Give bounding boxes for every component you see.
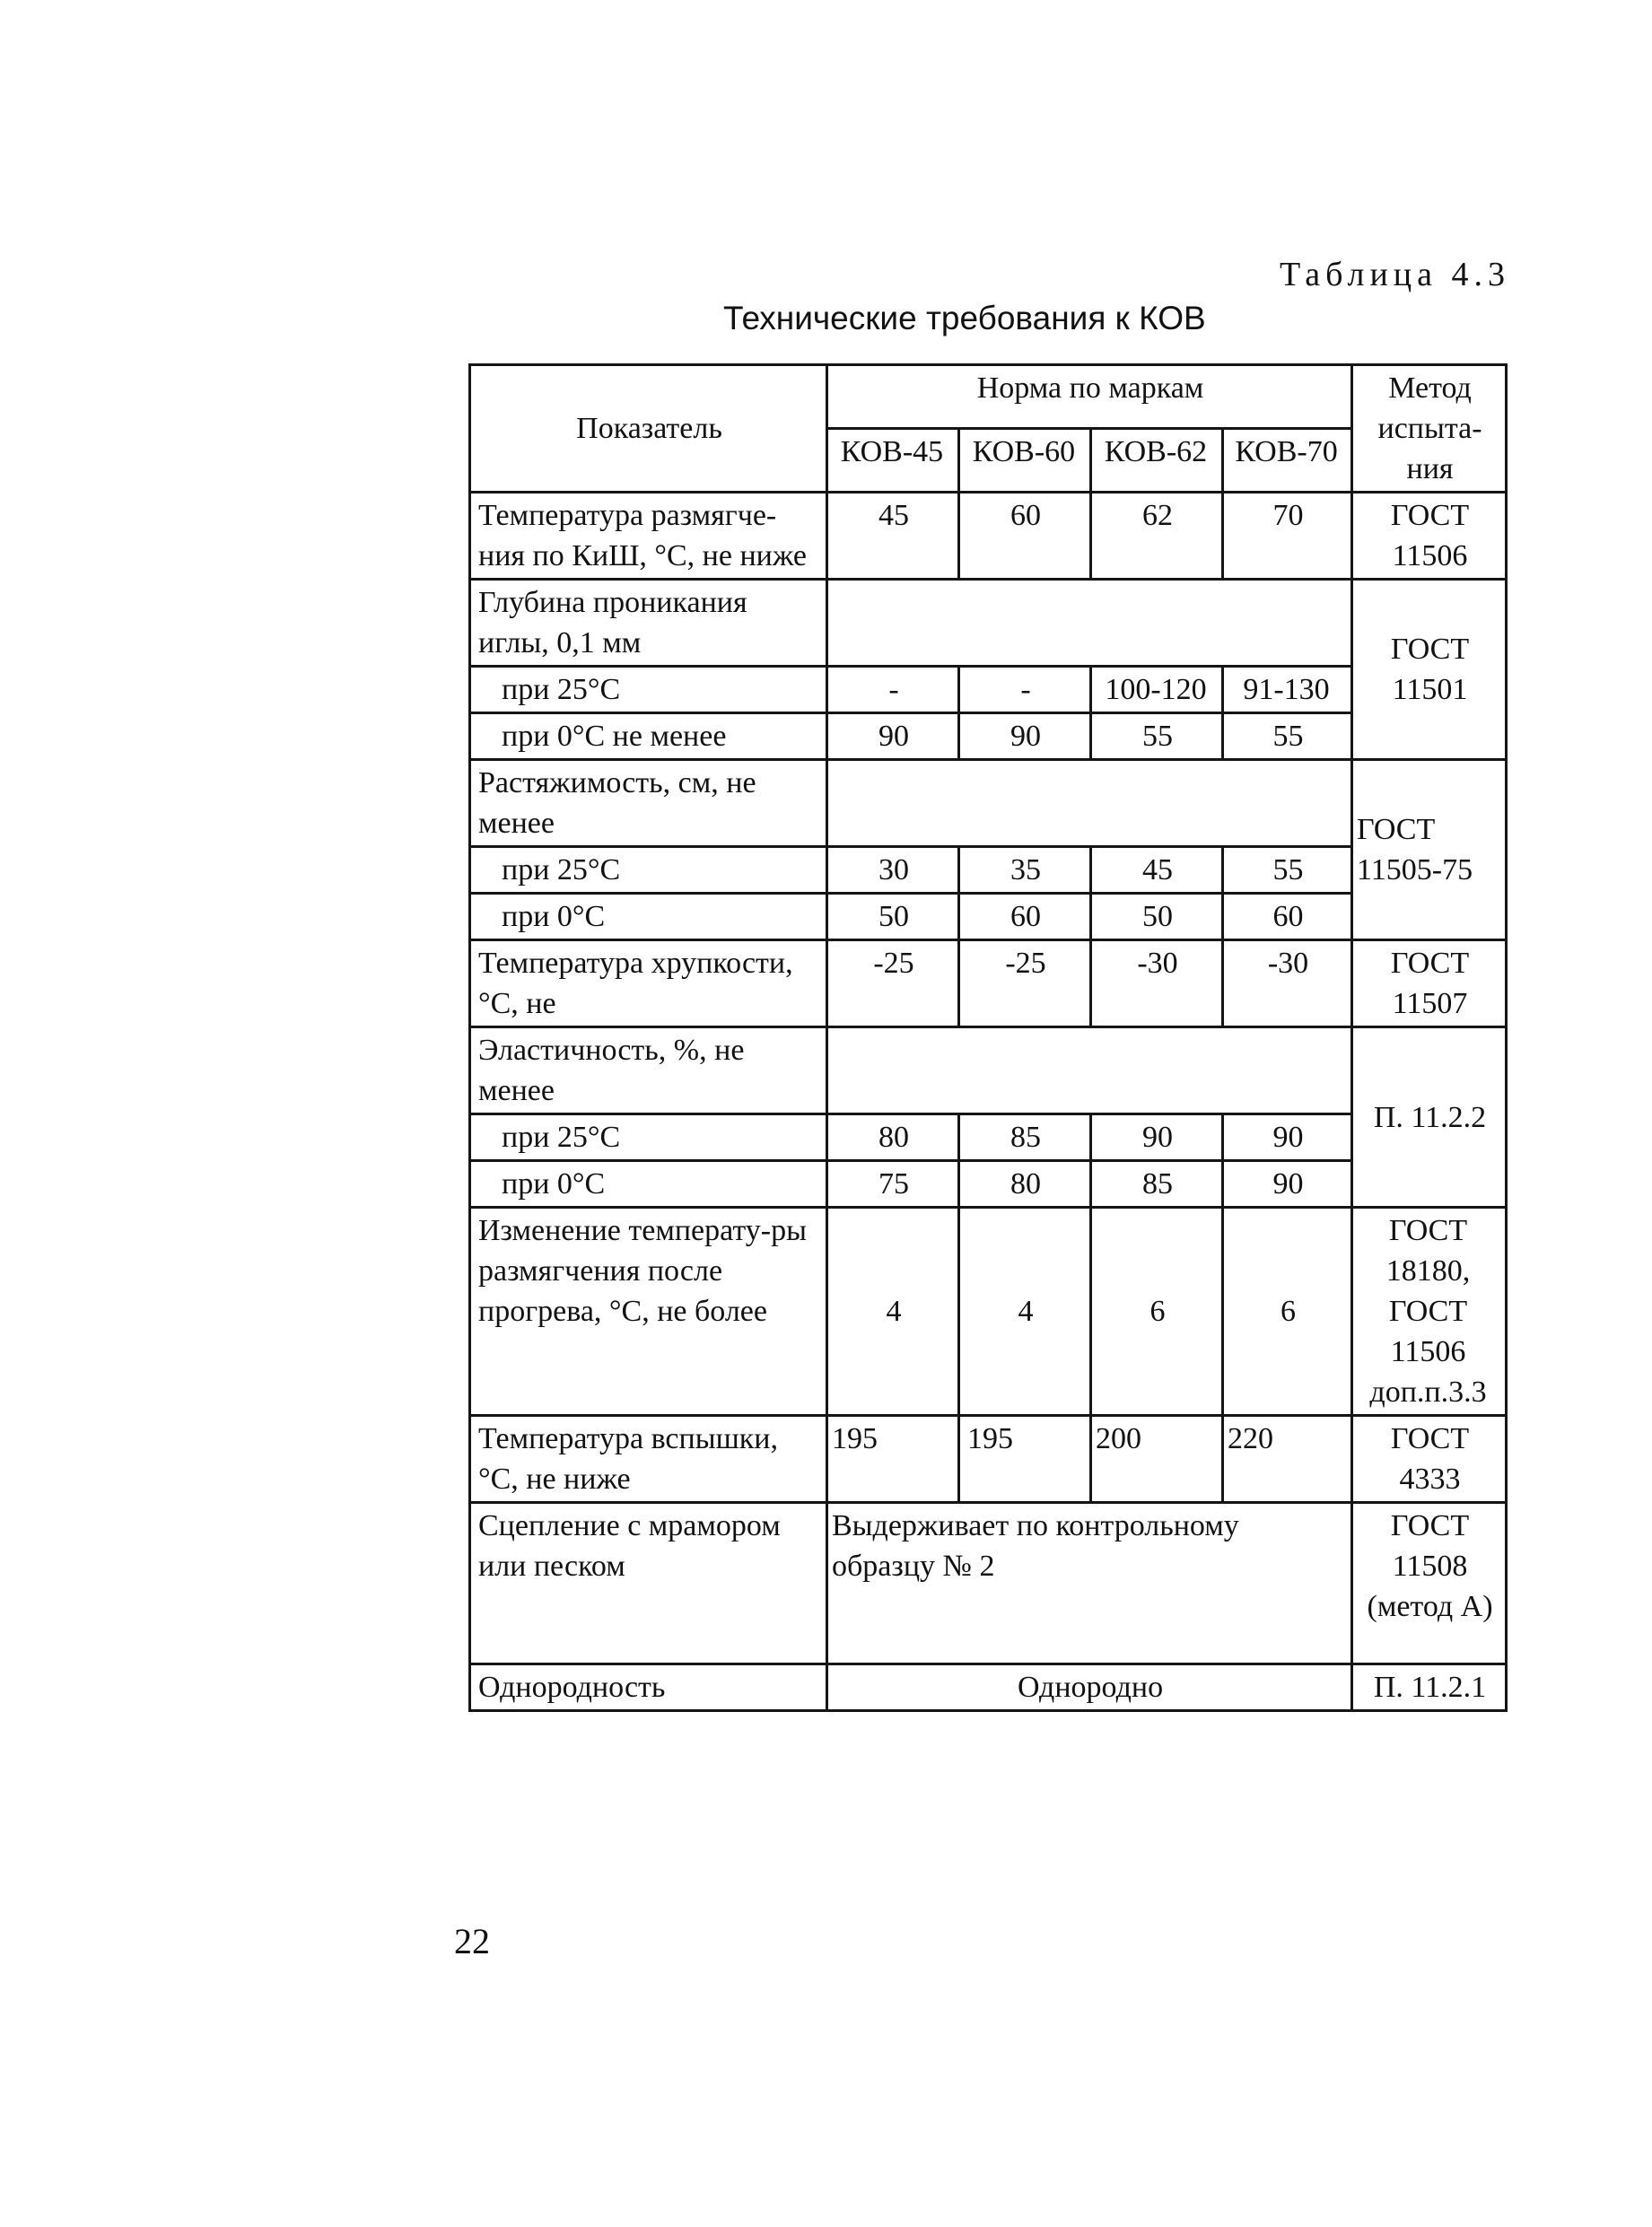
cell-value: - (827, 667, 959, 713)
row-label: Температура вспышки, °С, не ниже (470, 1416, 827, 1503)
row-label: Однородность (470, 1664, 827, 1711)
table-row (470, 847, 1507, 894)
cell-value: -30 (1223, 940, 1352, 1027)
cell-value: -30 (1091, 940, 1223, 1027)
cell-value-merged: Выдерживает по контрольному образцу № 2 (827, 1503, 1352, 1664)
cell-method: П. 11.2.1 (1352, 1664, 1507, 1711)
cell-value: 85 (1091, 1161, 1223, 1208)
cell-value: 90 (1223, 1114, 1352, 1161)
table-row (470, 580, 1507, 667)
cell-value: 90 (959, 713, 1091, 760)
cell-method: ГОСТ 11506 (1352, 493, 1507, 580)
cell-value: 70 (1223, 493, 1352, 580)
grade-header: КОВ-62 (1091, 429, 1223, 493)
row-sublabel: при 0°С (470, 894, 827, 940)
grade-header: КОВ-45 (827, 429, 959, 493)
table-row (470, 493, 1507, 580)
row-sublabel: при 0°С не менее (470, 713, 827, 760)
cell-value: 90 (1091, 1114, 1223, 1161)
spec-table (468, 363, 1508, 1712)
table-row (470, 894, 1507, 940)
cell-empty (827, 580, 1352, 667)
cell-value: 4 (827, 1208, 959, 1416)
cell-method: ГОСТ 11508 (метод А) (1352, 1503, 1507, 1664)
table-row (470, 760, 1507, 847)
table-row (470, 940, 1507, 1027)
cell-value: 60 (959, 894, 1091, 940)
cell-value: 45 (827, 493, 959, 580)
row-sublabel: при 25°С (470, 667, 827, 713)
header-method: Метод испыта-ния (1352, 365, 1507, 493)
cell-value: 90 (827, 713, 959, 760)
cell-value-merged: Однородно (827, 1664, 1352, 1711)
cell-value: -25 (959, 940, 1091, 1027)
row-label: Сцепление с мрамором или песком (470, 1503, 827, 1664)
cell-value: 200 (1091, 1416, 1223, 1503)
cell-value: 195 (959, 1416, 1091, 1503)
cell-value: 55 (1223, 713, 1352, 760)
cell-value: 55 (1223, 847, 1352, 894)
cell-value: 100-120 (1091, 667, 1223, 713)
cell-value: 55 (1091, 713, 1223, 760)
grade-header: КОВ-60 (959, 429, 1091, 493)
cell-value: 6 (1223, 1208, 1352, 1416)
row-label: Температура размягче-ния по КиШ, °С, не ниже (470, 493, 827, 580)
table-row (470, 1664, 1507, 1711)
header-indicator: Показатель (470, 365, 827, 493)
cell-value: 75 (827, 1161, 959, 1208)
cell-value: 50 (1091, 894, 1223, 940)
cell-value: 80 (959, 1161, 1091, 1208)
cell-method: ГОСТ 18180, ГОСТ 11506 доп.п.3.3 (1352, 1208, 1507, 1416)
cell-value: -25 (827, 940, 959, 1027)
cell-value: 45 (1091, 847, 1223, 894)
cell-value: 60 (1223, 894, 1352, 940)
page-number: 22 (454, 1921, 490, 1961)
row-sublabel: при 25°С (470, 1114, 827, 1161)
cell-method: П. 11.2.2 (1352, 1027, 1507, 1208)
cell-value: 30 (827, 847, 959, 894)
row-label: Изменение температу-ры размягчения после прогрева, °С, не более (470, 1208, 827, 1416)
cell-empty (827, 1027, 1352, 1114)
cell-value: 220 (1223, 1416, 1352, 1503)
table-row (470, 1161, 1507, 1208)
cell-value: 60 (959, 493, 1091, 580)
grade-header: КОВ-70 (1223, 429, 1352, 493)
cell-value: 4 (959, 1208, 1091, 1416)
cell-value: 85 (959, 1114, 1091, 1161)
header-row (470, 365, 1507, 429)
table-row (470, 1114, 1507, 1161)
cell-value: 35 (959, 847, 1091, 894)
table-row (470, 713, 1507, 760)
header-norm-group: Норма по маркам (827, 365, 1352, 429)
cell-value: 6 (1091, 1208, 1223, 1416)
row-label: Растяжимость, см, не менее (470, 760, 827, 847)
table-row (470, 1027, 1507, 1114)
cell-method: ГОСТ 11501 (1352, 580, 1507, 760)
row-sublabel: при 25°С (470, 847, 827, 894)
row-label: Глубина проникания иглы, 0,1 мм (470, 580, 827, 667)
row-label: Эластичность, %, не менее (470, 1027, 827, 1114)
table-row (470, 1416, 1507, 1503)
cell-empty (827, 760, 1352, 847)
cell-value: - (959, 667, 1091, 713)
row-sublabel: при 0°С (470, 1161, 827, 1208)
cell-method: ГОСТ 11507 (1352, 940, 1507, 1027)
table-row (470, 1208, 1507, 1416)
table-caption: Таблица 4.3 (1279, 256, 1510, 293)
cell-value: 80 (827, 1114, 959, 1161)
cell-value: 195 (827, 1416, 959, 1503)
row-label: Температура хрупкости, °С, не (470, 940, 827, 1027)
cell-value: 62 (1091, 493, 1223, 580)
cell-method: ГОСТ 11505-75 (1352, 760, 1507, 940)
cell-method: ГОСТ 4333 (1352, 1416, 1507, 1503)
table-row (470, 667, 1507, 713)
table-row (470, 1503, 1507, 1664)
cell-value: 91-130 (1223, 667, 1352, 713)
table-title: Технические требования к КОВ (723, 300, 1206, 336)
cell-value: 90 (1223, 1161, 1352, 1208)
cell-value: 50 (827, 894, 959, 940)
